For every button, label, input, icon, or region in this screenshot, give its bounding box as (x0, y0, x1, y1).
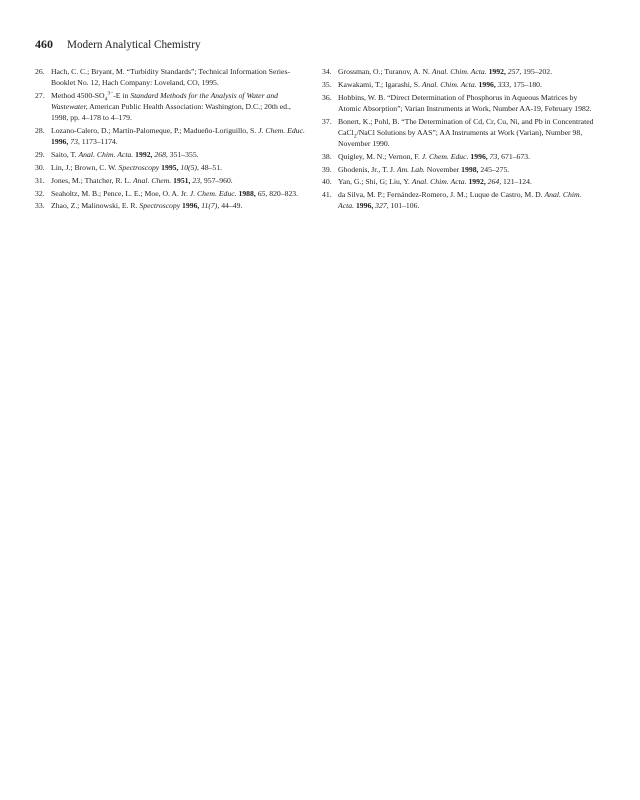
reference-text-segment: 245–275. (478, 164, 510, 174)
reference-number: 29. (35, 150, 45, 160)
reference-text (51, 188, 307, 199)
reference-text-segment: American Public Health Association: Washington, D.C.; 20th ed., 1998, pp. 4–178 to 4–179. (51, 102, 291, 123)
page-header (35, 37, 201, 52)
reference-text-segment: J. Chem. Educ. (258, 126, 305, 136)
references-left-column (35, 66, 307, 213)
reference-item (322, 116, 594, 150)
reference-number: 27. (35, 91, 45, 100)
reference-item (35, 175, 307, 186)
reference-text-segment: 23, (192, 175, 202, 185)
reference-text-segment: -E in (113, 91, 131, 100)
reference-text (51, 66, 307, 88)
reference-text (338, 79, 594, 90)
reference-text-segment: 351–355. (167, 150, 199, 160)
reference-text-segment: Lin, J.; Brown, C. W. (51, 163, 119, 172)
reference-text-segment: 820–823. (267, 188, 299, 198)
page-number: 460 (35, 37, 53, 51)
reference-text-segment: Jones, M.; Thatcher, R. L. (51, 175, 133, 185)
reference-number: 33. (35, 201, 45, 211)
reference-text-segment: 121–124. (501, 177, 532, 187)
reference-number: 40. (322, 177, 332, 187)
reference-item (35, 162, 307, 173)
reference-text-segment: 1996, (182, 201, 200, 211)
reference-text-segment: Spectroscopy (139, 201, 181, 211)
reference-text-segment: 333, (497, 79, 512, 89)
reference-text-segment: 671–673. (499, 151, 530, 161)
reference-text-segment: Quigley, M. N.; Vernon, F. (338, 151, 422, 161)
reference-text-segment: 65, (257, 188, 268, 198)
reference-text-segment: Zhao, Z.; Malinowski, E. R. (51, 201, 140, 211)
reference-text-segment: 2 (353, 133, 357, 140)
reference-text-segment: 1992, (135, 150, 153, 160)
reference-number: 37. (322, 116, 332, 126)
reference-text-segment: 257, (507, 67, 522, 76)
reference-text-segment: Anal. Chim. Acta. (411, 177, 467, 187)
reference-text-segment: 3− (107, 90, 114, 97)
reference-text-segment: 195–202. (521, 67, 552, 76)
reference-text-segment: 44–49. (219, 201, 243, 211)
reference-item (35, 90, 307, 124)
reference-number: 36. (322, 92, 332, 102)
reference-number: 31. (35, 175, 45, 185)
reference-text-segment: 48–51. (198, 163, 222, 172)
reference-text-segment: J. Chem. Educ. (421, 151, 469, 161)
reference-text-segment: 1951, (173, 175, 191, 185)
reference-text (338, 151, 594, 162)
reference-item (322, 176, 594, 187)
reference-text (51, 90, 307, 124)
reference-text-segment: Anal. Chim. Acta. (431, 67, 487, 76)
reference-text-segment: 10(5), (180, 163, 199, 172)
reference-text-segment: Standard Methods for the Analysis of Water and Wastewater, (51, 91, 279, 112)
reference-item (322, 92, 594, 114)
reference-item (35, 188, 307, 199)
reference-text-segment: 1996, (51, 137, 69, 147)
reference-text-segment: Spectroscopy (118, 163, 160, 172)
reference-text-segment: da Silva, M. P.; Fernández-Romero, J. M.; Luque de Castro, M. D. (338, 190, 545, 200)
reference-text-segment: Method 4500-SO (51, 91, 105, 100)
reference-text (51, 175, 307, 186)
reference-text-segment: Bonert, K.; Pohl, B. “The Determination of Cd, Cr, Cu, Ni, and Pb in Concentrated CaCl (338, 116, 594, 137)
reference-item (35, 66, 307, 88)
reference-text-segment: 957–960. (201, 175, 233, 185)
reference-number: 41. (322, 190, 332, 200)
reference-item (35, 125, 307, 147)
reference-text-segment: 73, (70, 137, 80, 147)
reference-text (338, 176, 594, 187)
reference-text-segment: Hobbins, W. B. “Direct Determination of Phosphorus in Aqueous Matrices by Atomic Absorption”; Varian Instruments at Work, Number AA-19, February 1982. (338, 92, 592, 113)
reference-item (322, 164, 594, 175)
reference-text-segment: Am. Lab. (396, 164, 425, 174)
reference-text (51, 200, 307, 211)
references-right-column (322, 66, 594, 213)
reference-text (338, 66, 594, 77)
reference-text-segment: 1988, (238, 188, 256, 198)
reference-number: 32. (35, 188, 45, 198)
reference-item (322, 151, 594, 162)
reference-item (322, 189, 594, 211)
reference-text-segment: 175–180. (511, 79, 542, 89)
reference-text-segment: Kawakami, T.; Igarashi, S. (338, 79, 422, 89)
reference-number: 30. (35, 163, 45, 172)
reference-text-segment: 1996, (355, 201, 374, 211)
reference-text-segment: 264, (487, 177, 502, 187)
reference-text-segment: Anal. Chim. Acta. (421, 79, 477, 89)
reference-text-segment: Hach, C. C.; Bryant, M. “Turbidity Standards”; Technical Information Series-Booklet No. 12, Hach Company: Loveland, CO, 1995. (51, 67, 291, 88)
reference-item (322, 79, 594, 90)
reference-text (51, 149, 307, 160)
reference-number: 38. (322, 151, 332, 161)
reference-text-segment: 1996, (470, 151, 488, 161)
reference-text-segment: 327, (375, 201, 389, 211)
reference-text-segment: Lozano-Calero, D.; Martín-Palomeque, P.; Madueño-Loriguillo, S. (51, 126, 259, 136)
reference-text-segment: Saito, T. (51, 150, 79, 160)
reference-text-segment: 1992, (488, 67, 506, 76)
reference-number: 35. (322, 79, 332, 89)
reference-item (322, 66, 594, 77)
reference-text-segment: Grossman, O.; Turanov, A. N. (338, 67, 432, 76)
reference-text-segment: Anal. Chim. Acta. (78, 150, 134, 160)
reference-number: 34. (322, 67, 332, 76)
reference-text-segment: Anal. Chem. (132, 175, 172, 185)
reference-text-segment: 73, (489, 151, 500, 161)
reference-number: 26. (35, 67, 45, 76)
reference-text-segment: 268, (154, 150, 168, 160)
reference-text-segment: 4 (104, 96, 108, 103)
reference-text-segment: J. Chem. Educ. (189, 188, 237, 198)
reference-text (51, 125, 307, 147)
reference-text-segment: 1995, (161, 163, 179, 172)
reference-text (51, 162, 307, 173)
reference-text-segment: 101–106. (388, 201, 420, 211)
running-title: Modern Analytical Chemistry (67, 39, 201, 51)
reference-text (338, 92, 594, 114)
reference-text-segment: Ghodenis, Jr., T. J. (338, 164, 397, 174)
reference-text-segment: 1996, (478, 79, 496, 89)
reference-number: 28. (35, 126, 45, 136)
reference-number: 39. (322, 164, 332, 174)
reference-text-segment: 11(7), (201, 201, 220, 211)
reference-text-segment: Seaholtz, M. B.; Pence, L. E.; Moe, O. A. Jr. (51, 188, 190, 198)
reference-text-segment: 1992, (468, 177, 486, 187)
reference-text-segment: November (424, 164, 462, 174)
reference-item (35, 200, 307, 211)
reference-text-segment: 1998, (461, 164, 479, 174)
reference-text (338, 164, 594, 175)
reference-text-segment: 1173–1174. (79, 137, 118, 147)
reference-text (338, 116, 594, 150)
reference-text-segment: Yan, G.; Shi, G; Liu, Y. (338, 177, 412, 187)
reference-text (338, 189, 594, 211)
reference-text-segment: Anal. Chim. Acta. (338, 190, 582, 211)
reference-item (35, 149, 307, 160)
reference-text-segment: /NaCl Solutions by AAS”; AA Instruments at Work (Varian), Number 98, November 1990. (338, 127, 583, 148)
